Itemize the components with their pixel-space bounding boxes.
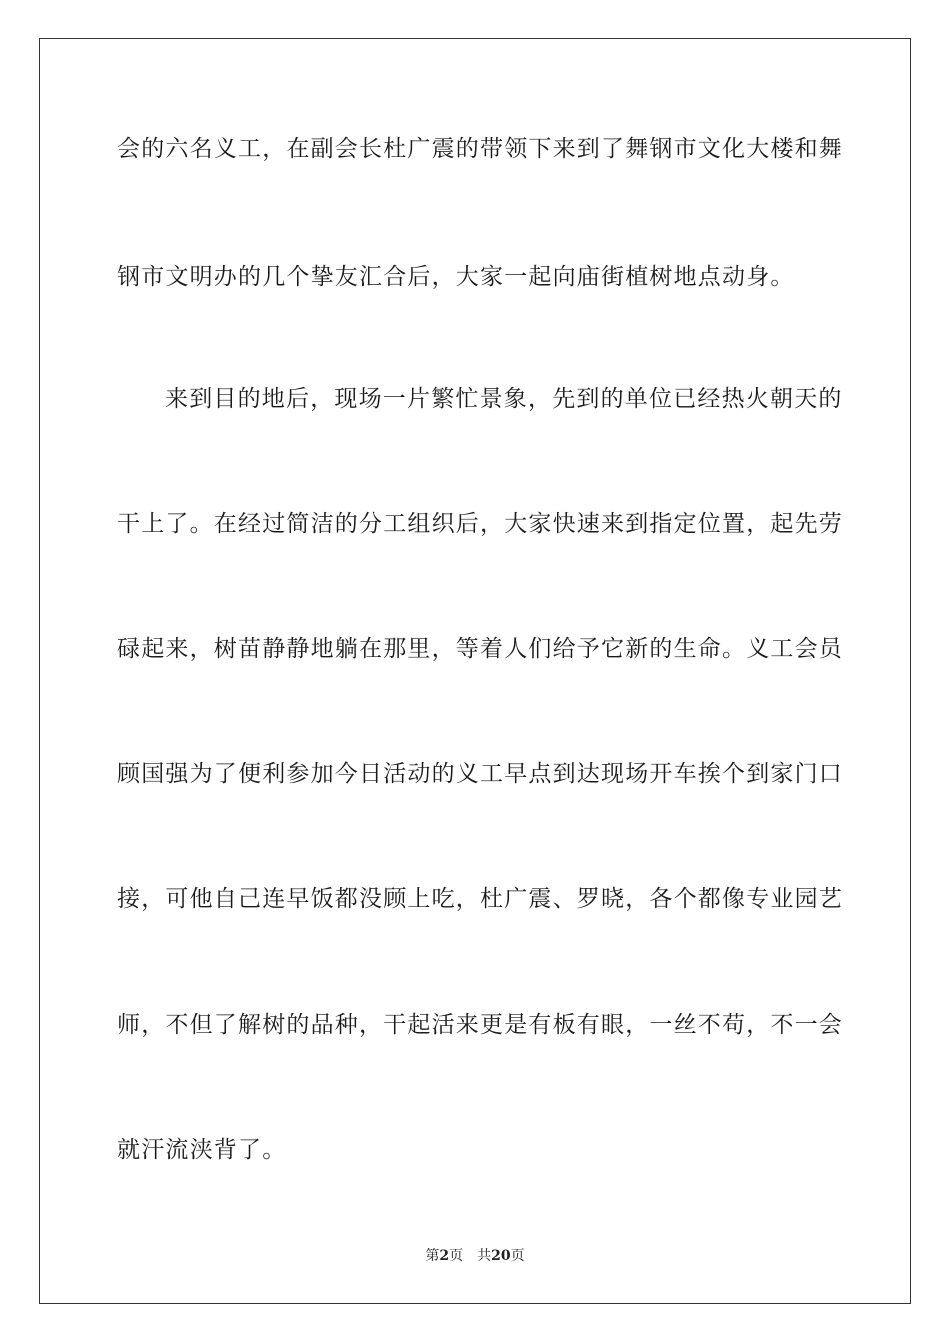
page-border bbox=[39, 38, 911, 1304]
text-line: 接，可他自己连早饭都没顾上吃，杜广震、罗晓，各个都像专业园艺 bbox=[117, 886, 843, 912]
text-line: 钢市文明办的几个挚友汇合后，大家一起向庙街植树地点动身。 bbox=[117, 264, 795, 290]
text-line: 干上了。在经过简洁的分工组织后，大家快速来到指定位置，起先劳 bbox=[117, 511, 843, 537]
text-line: 师，不但了解树的品种，干起活来更是有板有眼，一丝不苟，不一会 bbox=[117, 1012, 843, 1038]
text-line: 来到目的地后，现场一片繁忙景象，先到的单位已经热火朝天的 bbox=[165, 386, 843, 412]
text-line: 顾国强为了便利参加今日活动的义工早点到达现场开车挨个到家门口 bbox=[117, 761, 843, 787]
total-prefix: 共 bbox=[477, 1248, 492, 1264]
total-suffix: 页 bbox=[510, 1248, 525, 1264]
page-number: 2 bbox=[439, 1248, 450, 1264]
text-line: 就汗流浃背了。 bbox=[117, 1137, 287, 1163]
total-pages: 20 bbox=[491, 1248, 511, 1264]
page-prefix: 第 bbox=[425, 1248, 440, 1264]
text-line: 碌起来，树苗静静地躺在那里，等着人们给予它新的生命。义工会员 bbox=[117, 636, 843, 662]
page-suffix: 页 bbox=[449, 1248, 464, 1264]
text-line: 会的六名义工，在副会长杜广震的带领下来到了舞钢市文化大楼和舞 bbox=[117, 136, 843, 162]
page-footer bbox=[0, 1246, 950, 1266]
